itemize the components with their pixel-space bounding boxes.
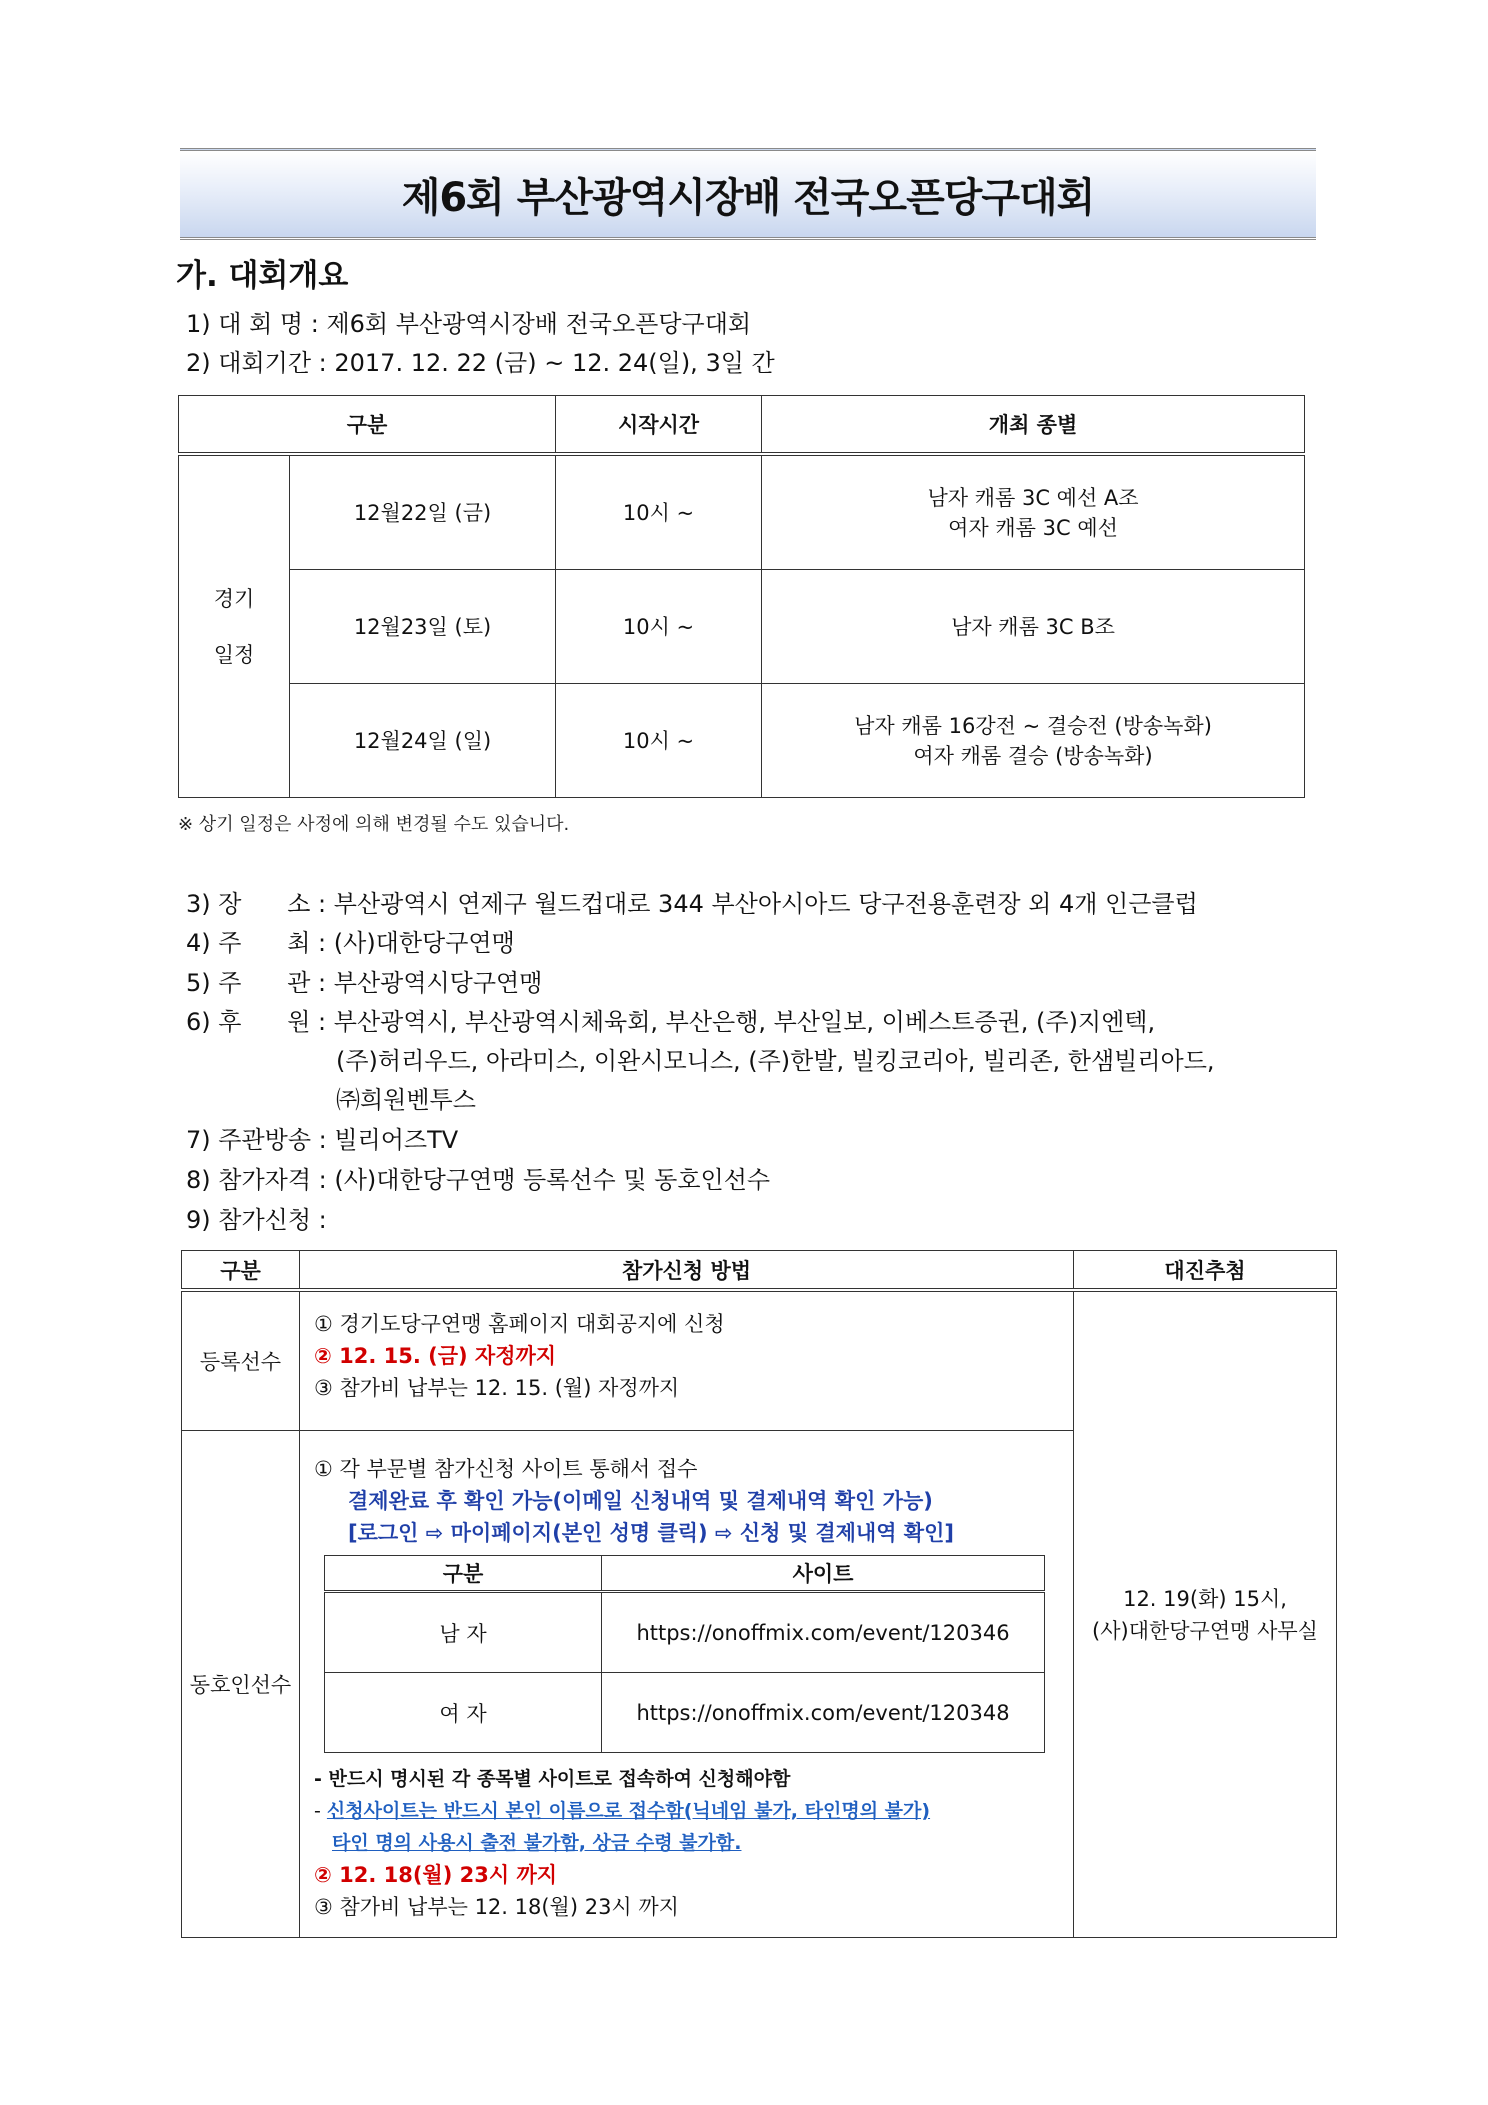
- schedule-events: 남자 캐롬 3C B조: [762, 570, 1305, 684]
- application-table: [181, 1250, 1337, 1938]
- site-header-site: 사이트: [602, 1556, 1045, 1592]
- site-gender: 남 자: [325, 1592, 602, 1673]
- registered-method: ① 경기도당구연맹 홈페이지 대회공지에 신청 ② 12. 15. (금) 자정까지 ③ 참가비 납부는 12. 15. (월) 자정까지: [300, 1290, 1074, 1431]
- schedule-date: 12월24일 (일): [290, 684, 556, 798]
- overview-item-name: 1) 대 회 명 : 제6회 부산광역시장배 전국오픈당구대회: [186, 310, 752, 338]
- overview-item-eligibility: 8) 참가자격 : (사)대한당구연맹 등록선수 및 동호인선수: [186, 1166, 771, 1194]
- registered-label: 등록선수: [182, 1290, 300, 1431]
- draw-info: 12. 19(화) 15시, (사)대한당구연맹 사무실: [1074, 1290, 1337, 1938]
- amateur-method: ① 각 부문별 참가신청 사이트 통해서 접수 결제완료 후 확인 가능(이메일 신청내역 및 결제내역 확인 가능) [로그인 ⇨ 마이페이지(본인 성명 클릭) ⇨ 신청 및 결제내역 확인] 구분 사이트 남 자 https://onoffmix.com/event/120346 여 자 https://onoffmix.com/event/120348 - 반드시 명시된 각 종목별 사이트로 접속하여 신청해야함 - 신청사이트는 반드시 본인 이름으로 접수함(닉네임 불가, 타인명의 불가) 타인 명의 사용시 출전 불가함, 상금 수령 불가함. ② 12. 18(월) 23시 까지 ③ 참가비 납부는 12. 18(월) 23시 까지: [300, 1431, 1074, 1938]
- title-banner: [180, 148, 1316, 240]
- overview-item-venue: 3) 장 소 : 부산광역시 연제구 월드컵대로 344 부산아시아드 당구전용훈련장 외 4개 인근클럽: [186, 890, 1198, 918]
- schedule-header-category: 구분: [179, 396, 556, 455]
- site-gender: 여 자: [325, 1673, 602, 1753]
- table-row: [179, 684, 1305, 798]
- amateur-note-3: 타인 명의 사용시 출전 불가함, 상금 수령 불가함.: [332, 1832, 742, 1854]
- application-header-category: 구분: [182, 1251, 300, 1291]
- page-title: 제6회 부산광역시장배 전국오픈당구대회: [401, 174, 1095, 221]
- overview-sponsor-cont-1: (주)허리우드, 아라미스, 이완시모니스, (주)한발, 빌킹코리아, 빌리존, 한샘빌리아드,: [336, 1047, 1215, 1075]
- schedule-note: ※ 상기 일정은 사정에 의해 변경될 수도 있습니다.: [178, 814, 570, 835]
- table-row: [182, 1290, 1337, 1431]
- schedule-date: 12월23일 (토): [290, 570, 556, 684]
- section-heading: 가. 대회개요: [176, 258, 349, 294]
- site-url: https://onoffmix.com/event/120346: [602, 1592, 1045, 1673]
- amateur-note-2: - 신청사이트는 반드시 본인 이름으로 접수함(닉네임 불가, 타인명의 불가): [314, 1800, 931, 1822]
- overview-item-organizer: 5) 주 관 : 부산광역시당구연맹: [186, 969, 543, 997]
- site-header-category: 구분: [325, 1556, 602, 1592]
- table-row: [325, 1673, 1045, 1753]
- application-header-method: 참가신청 방법: [300, 1251, 1074, 1291]
- overview-item-sponsor: 6) 후 원 : 부산광역시, 부산광역시체육회, 부산은행, 부산일보, 이베스트증권, (주)지엔텍,: [186, 1008, 1156, 1036]
- schedule-group-label: 경기 일정: [179, 454, 290, 798]
- overview-item-host: 4) 주 최 : (사)대한당구연맹: [186, 929, 515, 957]
- site-table: [324, 1555, 1045, 1753]
- schedule-events: 남자 캐롬 16강전 ~ 결승전 (방송녹화) 여자 캐롬 결승 (방송녹화): [762, 684, 1305, 798]
- schedule-table: [178, 395, 1305, 798]
- table-row: [179, 570, 1305, 684]
- amateur-deadline: ② 12. 18(월) 23시 까지: [314, 1863, 558, 1887]
- schedule-time: 10시 ~: [556, 570, 762, 684]
- amateur-label: 동호인선수: [182, 1431, 300, 1938]
- overview-item-broadcast: 7) 주관방송 : 빌리어즈TV: [186, 1126, 459, 1154]
- amateur-note-1: - 반드시 명시된 각 종목별 사이트로 접속하여 신청해야함: [314, 1768, 791, 1790]
- schedule-events: 남자 캐롬 3C 예선 A조 여자 캐롬 3C 예선: [762, 454, 1305, 570]
- overview-sponsor-cont-2: ㈜희원벤투스: [336, 1086, 476, 1114]
- amateur-fee: ③ 참가비 납부는 12. 18(월) 23시 까지: [314, 1895, 679, 1919]
- table-row: [179, 454, 1305, 570]
- site-url: https://onoffmix.com/event/120348: [602, 1673, 1045, 1753]
- application-header-draw: 대진추첨: [1074, 1251, 1337, 1291]
- schedule-time: 10시 ~: [556, 454, 762, 570]
- schedule-date: 12월22일 (금): [290, 454, 556, 570]
- table-row: [325, 1592, 1045, 1673]
- schedule-header-start: 시작시간: [556, 396, 762, 455]
- schedule-header-events: 개최 종별: [762, 396, 1305, 455]
- overview-item-period: 2) 대회기간 : 2017. 12. 22 (금) ~ 12. 24(일), 3일 간: [186, 349, 775, 377]
- overview-item-application: 9) 참가신청 :: [186, 1206, 327, 1234]
- schedule-time: 10시 ~: [556, 684, 762, 798]
